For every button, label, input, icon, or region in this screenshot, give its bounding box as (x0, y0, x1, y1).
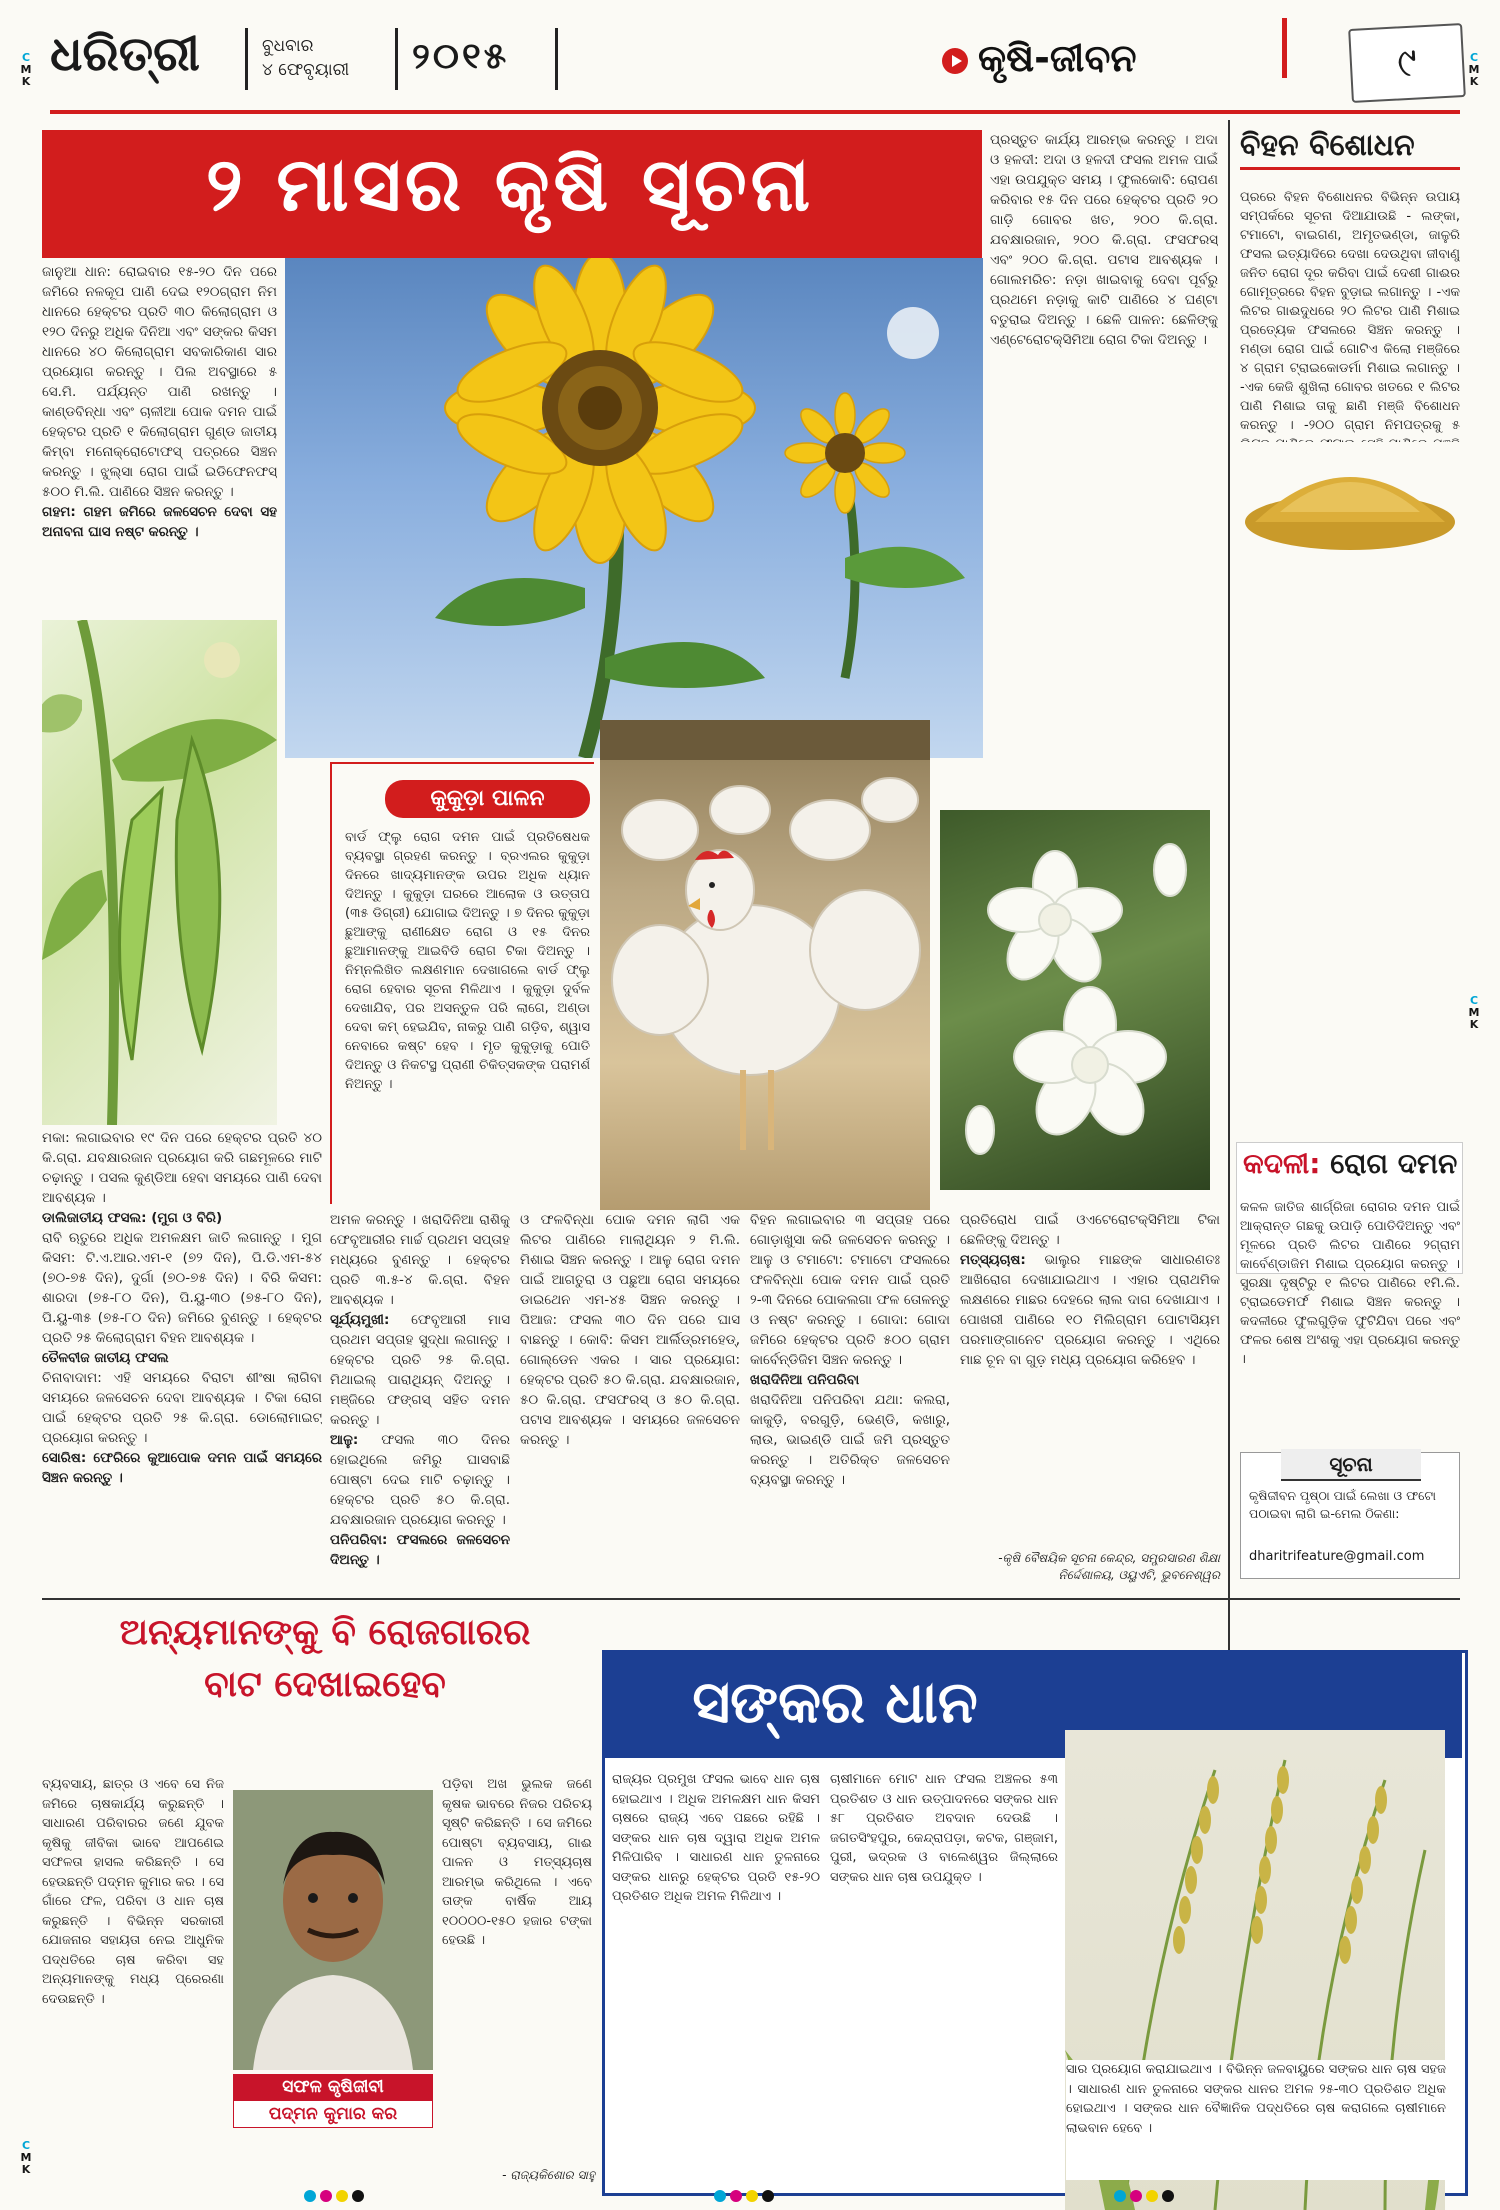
farmer-icon (233, 1790, 433, 2070)
vegetable-text: ପନିପରିବା: ଫସଲରେ ଜଳସେଚନ ଦିଅନ୍ତୁ । (330, 1532, 510, 1568)
seed-treatment-text (1240, 188, 1460, 1188)
print-registration-marks (300, 2188, 1200, 2202)
employment-text-2: ପଡ଼ିବା ଅଖ ଭୁଲକ ଜଣେ କୃଷକ ଭାବରେ ନିଜର ପରିଚୟ ସୃଷ୍ଟି କରିଛନ୍ତି । ସେ ଜମିରେ ପୋଷ୍ଟା ବ୍ୟବସାୟ, ଗାଈ ପାଳନ ଓ ମତ୍ସ୍ୟଚାଷ ଆରମ୍ଭ କରିଥିଲେ । ଏବେ ତାଙ୍କ ବାର୍ଷିକ ଆୟ ୧୦୦୦୦-୧୫୦ ହଜାର ଟଙ୍କା ହେଉଛି । (442, 1777, 592, 1948)
notice-text: କୃଷିଜୀବନ ପୃଷ୍ଠା ପାଇଁ ଲେଖା ଓ ଫଟୋ ପଠାଇବା ଲାଗି ଇ-ମେଲ ଠିକଣା: (1249, 1488, 1436, 1521)
pulse-heading: ଡାଲିଜାତୀୟ ଫସଲ: (ମୁଗ ଓ ବିରି) (42, 1210, 223, 1226)
notice-box (1240, 1452, 1460, 1579)
employment-credit: - ରାଜ୍ୟକିଶୋର ସାହୁ (502, 2168, 595, 2182)
banana-title-red: କଦଳୀ: (1243, 1147, 1321, 1180)
notice-title: ସୂଚନା (1281, 1449, 1421, 1481)
farmer-caption-label: ସଫଳ କୃଷିଜୀବୀ (282, 2077, 384, 2097)
registration-dots-icon (300, 2189, 1200, 2203)
farmer-photo (233, 1790, 433, 2070)
divider (245, 28, 248, 90)
potato-heading: ଆଳୁ: (330, 1432, 359, 1448)
jasmine-photo (940, 810, 1210, 1190)
seed-treatment-title: ବିହନ ବିଶୋଧନ (1240, 128, 1460, 170)
banana-title-black: ରୋଗ ଦମନ (1330, 1147, 1458, 1180)
page-number: ୯ (1348, 23, 1466, 103)
divider (555, 28, 558, 90)
employment-title-2: ବାଟ ଦେଖାଇହେବ (204, 1664, 446, 1705)
col-c: ଓ ଫଳବିନ୍ଧା ପୋକ ଦମନ ଲାଗି ଏକ ଲିଟର ପାଣିରେ ମାଲାଥିୟନ ୨ ମି.ଲି. ମିଶାଇ ସିଞ୍ଚନ କରନ୍ତୁ । ଆଳୁ ରୋଗ ଦମନ ପାଇଁ ଆଗତୁରା ଓ ପଛୁଆ ରୋଗ ସମୟରେ ଡାଇଥେନ ଏମ-୪୫ ସିଞ୍ଚନ କରନ୍ତୁ । ପିଆଜ: ଫସଲ ୩୦ ଦିନ ପରେ ଘାସ ବାଛନ୍ତୁ । କୋବି: କିସମ ଆର୍ଲିଡ୍ରମହେଡ୍, ଗୋଲ୍ଡେନ ଏକର । ସାର ପ୍ରୟୋଗ: ହେକ୍ଟର ପ୍ରତି ୫୦ କି.ଗ୍ରା. ଯବକ୍ଷାରଜାନ, ୫୦ କି.ଗ୍ରା. ଫସଫରସ୍ ଓ ୫୦ କି.ଗ୍ରା. ପଟାସ ଆବଶ୍ୟକ । ସମୟରେ ଜଳସେଚନ କରନ୍ତୁ । (520, 1212, 740, 1448)
fish-heading: ମତ୍ସ୍ୟଚାଷ: (960, 1252, 1026, 1268)
col-d-text: ପ୍ରସ୍ତୁତ କାର୍ଯ୍ୟ ଆରମ୍ଭ କରନ୍ତୁ । ଅଦା ଓ ହଳଦୀ: ଅଦା ଓ ହଳଦୀ ଫସଲ ଅମଳ ପାଇଁ ଏହା ଉପଯୁକ୍ତ ସମୟ । ଫୁଲକୋବି: ରୋପଣ କରିବାର ୧୫ ଦିନ ପରେ ହେକ୍ଟର ପ୍ରତି ୨୦ ଗାଡ଼ି ଗୋବର ଖତ, ୨୦୦ କି.ଗ୍ରା. ଯବକ୍ଷାରଜାନ, ୨୦୦ କି.ଗ୍ରା. ଫସଫରସ୍ ଏବଂ ୨୦୦ କି.ଗ୍ରା. ପଟାସ ଆବଶ୍ୟକ । ଗୋଲମରିଚ: ନଡ଼ା ଖାଇବାକୁ ଦେବା ପୂର୍ବରୁ ପ୍ରଥମେ ନଡ଼ାକୁ କାଟି ପାଣିରେ ୪ ଘଣ୍ଟା ବତୁରାଇ ଦିଅନ୍ତୁ । ଛେଳି ପାଳନ: ଛେଳିଙ୍କୁ ଏଣ୍ଟେରୋଟକ୍ସିମିଆ ରୋଗ ଟିକା ଦିଅନ୍ତୁ । (990, 132, 1218, 348)
oilseed-heading: ତୈଳବୀଜ ଜାତୀୟ ଫସଲ (42, 1350, 169, 1366)
play-bullet-icon (942, 48, 968, 74)
fish-text: ଭାଲୁର ମାଛଙ୍କ ସାଧାରଣତଃ ଆଖିରୋଗ ଦେଖାଯାଇଥାଏ । ଏହାର ପ୍ରାଥମିକ ଲକ୍ଷଣରେ ମାଛର ଦେହରେ ଲାଲ ଦାଗ ଦେଖାଯାଏ । ପୋଖରୀ ପାଣିରେ ୧୦ ମିଲିଗ୍ରାମ ପୋଟାସିୟମ ପରମାଙ୍ଗାନେଟ ପ୍ରୟୋଗ କରନ୍ତୁ । ଏଥିରେ ମାଛ ଚୂନ ବା ଗୁଡ଼ ମଧ୍ୟ ପ୍ରୟୋଗ କରିହେବ । (960, 1252, 1220, 1368)
newspaper-logo: ଧରିତ୍ରୀ (50, 26, 200, 82)
poultry-text: ବାର୍ଡ ଫ୍ଲୁ ରୋଗ ଦମନ ପାଇଁ ପ୍ରତିଷେଧକ ବ୍ୟବସ୍ଥା ଗ୍ରହଣ କରନ୍ତୁ । ବ୍ରଏଲର କୁକୁଡ଼ା ଦିନରେ ଖାଦ୍ୟମାନଙ୍କ ଉପର ଅଧିକ ଧ୍ୟାନ ଦିଅନ୍ତୁ । କୁକୁଡ଼ା ଘରରେ ଆଲୋକ ଓ ଉତ୍ତାପ (୩୫ ଡିଗ୍ରୀ) ଯୋଗାଇ ଦିଅନ୍ତୁ । ୭ ଦିନର କୁକୁଡ଼ା ଛୁଆଙ୍କୁ ରାଣୀକ୍ଷେତ ରୋଗ ଓ ୧୫ ଦିନର ଛୁଆମାନଙ୍କୁ ଆଇବିଡି ରୋଗ ଟିକା ଦିଅନ୍ତୁ । ନିମ୍ନଲିଖିତ ଲକ୍ଷଣମାନ ଦେଖାଗଲେ ବାର୍ଡ ଫ୍ଲୁ ରୋଗ ହେବାର ସୂଚନା ମିଳିଥାଏ । କୁକୁଡ଼ା ଦୁର୍ବଳ ଦେଖାଯିବ, ପର ଅସନ୍ତୁଳ ପରି ଲାଗେ, ଅଣ୍ଡା ଦେବା କମ୍ ହେଇଯିବ, ନାକରୁ ପାଣି ଗଡ଼ିବ, ଶ୍ୱାସ ନେବାରେ କଷ୍ଟ ହେବ । ମୃତ କୁକୁଡ଼ାକୁ ପୋତି ଦିଅନ୍ତୁ ଓ ନିକଟସ୍ଥ ପ୍ରାଣୀ ଚିକିତ୍ସକଙ୍କ ପରାମର୍ଶ ନିଅନ୍ତୁ । (345, 830, 590, 1092)
col-e-text: ବିହନ ଲଗାଇବାର ୩ ସପ୍ତାହ ପରେ ଗୋଡ଼ାଖୁସା କରି ଜଳସେଚନ କରନ୍ତୁ । ଆଳୁ ଓ ଟମାଟୋ: ଟମାଟୋ ଫସଲରେ ଫଳବିନ୍ଧା ପୋକ ଦମନ ପାଇଁ ପ୍ରତି ୨-୩ ଦିନରେ ପୋକଲଗା ଫଳ ତୋଳନ୍ତୁ ଓ ନଷ୍ଟ କରନ୍ତୁ । ଗୋଦା: ଗୋଦା ଜମିରେ ହେକ୍ଟର ପ୍ରତି ୫୦୦ ଗ୍ରାମ କାର୍ବେନ୍ଡିଜିମ ସିଞ୍ଚନ କରନ୍ତୁ । (750, 1212, 950, 1368)
cmk-mark-bottom-left: C M K (20, 2139, 32, 2176)
col-b-text: ଅମଳ କରନ୍ତୁ । ଖରାଦିନିଆ ରାଶିକୁ ଫେବୃଆରୀର ମାର୍ଚ୍ଚ ପ୍ରଥମ ସପ୍ତାହ ମଧ୍ୟରେ ବୁଣନ୍ତୁ । ହେକ୍ଟର ପ୍ରତି ୩.୫-୪ କି.ଗ୍ରା. ବିହନ ଆବଶ୍ୟକ । (330, 1212, 510, 1308)
employment-title-1: ଅନ୍ୟମାନଙ୍କୁ ବି ରୋଜଗାରର (119, 1612, 531, 1653)
col1-text (42, 262, 277, 612)
notice-email[interactable]: dharitrifeature@gmail.com (1249, 1549, 1425, 1564)
maize-text: ମକା: ଲଗାଇବାର ୧୯ ଦିନ ପରେ ହେକ୍ଟର ପ୍ରତି ୪୦ କି.ଗ୍ରା. ଯବକ୍ଷାରଜାନ ପ୍ରୟୋଗ କରି ଗଛମୂଳରେ ମାଟି ଚଢ଼ାନ୍ତୁ । ପସଲ କୁଣ୍ଡିଆ ହେବା ସମୟରେ ପାଣି ଦେବା ଆବଶ୍ୟକ । (42, 1130, 322, 1206)
okra-icon (42, 620, 277, 1125)
poultry-title: କୁକୁଡ଼ା ପାଳନ (385, 780, 590, 818)
jasmine-icon (940, 810, 1210, 1190)
sunflower-icon (285, 258, 983, 758)
col1-wheat: ଗହମ: ଗହମ ଜମିରେ ଜଳସେଚନ ଦେବା ସହ ଅନାବନା ଘାସ ନଷ୍ଟ କରନ୍ତୁ । (42, 504, 277, 540)
banana-title (1243, 1147, 1457, 1181)
issue-year: ୨୦୧୫ (412, 36, 510, 77)
col-left-bottom (42, 1128, 322, 1583)
hybrid-rice-text-2: ଚାଷୀମାନେ ମୋଟ ଧାନ ଫସଲ ଅଞ୍ଚଳର ୫୩ ପ୍ରତିଶତ ଓ ଧାନ ଉତ୍ପାଦନରେ ସଙ୍କର ଧାନ ୫୮ ପ୍ରତିଶତ ଅବଦାନ ଦେଉଛି । ଜଗତସିଂହପୁର, କେନ୍ଦ୍ରାପଡ଼ା, କଟକ, ଗଞ୍ଜାମ, ପୁରୀ, ଭଦ୍ରକ ଓ ବାଲେଶ୍ୱର ଜିଲ୍ଲାରେ ସଙ୍କର ଧାନ ଚାଷ ଉପଯୁକ୍ତ । (830, 1772, 1058, 1885)
divider (395, 28, 398, 90)
banana-text: କଳଳ ଜାତିଜ ଶାର୍ଗ୍ରିଜା ରୋଗର ଦମନ ପାଇଁ ଆକ୍ରାନ୍ତ ଗଛକୁ ଉପାଡ଼ି ପୋତିଦିଅନ୍ତୁ ଏବଂ ମୂଳରେ ପ୍ରତି ଲିଟର ପାଣିରେ ୨ଗ୍ରାମ କାର୍ବେଣ୍ଡାଜିମ ମିଶାଇ ପ୍ରୟୋଗ କରନ୍ତୁ । ସୁରକ୍ଷା ଦୃଷ୍ଟିରୁ ୧ ଲିଟର ପାଣିରେ ୧ମି.ଲି. ଟ୍ରାଇଡେମର୍ଫ ମିଶାଇ ସିଞ୍ଚନ କରନ୍ତୁ । କଦଳୀରେ ଫୁଲଗୁଡ଼ିକ ଫୁଟିଯିବା ପରେ ଏବଂ ଫଳର ଶେଷ ଅଂଶକୁ ଏହା ପ୍ରୟୋଗ କରନ୍ତୁ । (1240, 1200, 1460, 1367)
employment-text-1: ବ୍ୟବସାୟ, ଛାତ୍ର ଓ ଏବେ ସେ ନିଜ ଜମିରେ ଚାଷକାର୍ଯ୍ୟ କରୁଛନ୍ତି । ସାଧାରଣ ପରିବାରର ଜଣେ ଯୁବକ କୃଷିକୁ ଜୀବିକା ଭାବେ ଆପଣେଇ ସଫଳତା ହାସଲ କରିଛନ୍ତି । ସେ ହେଉଛନ୍ତି ପଦ୍ମନ କୁମାର କର । ସେ ଗାଁରେ ଫଳ, ପରିବା ଓ ଧାନ ଚାଷ କରୁଛନ୍ତି । ବିଭିନ୍ନ ସରକାରୀ ଯୋଜନାର ସହାୟତା ନେଇ ଆଧୁନିକ ପଦ୍ଧତିରେ ଚାଷ କରିବା ସହ ଅନ୍ୟମାନଙ୍କୁ ମଧ୍ୟ ପ୍ରେରଣା ଦେଉଛନ୍ତି । (42, 1777, 224, 2007)
farmer-caption (233, 2074, 433, 2128)
cmk-mark-mid-right: C M K (1468, 994, 1480, 1031)
hybrid-rice-text-3: ସାର ପ୍ରୟୋଗ କରାଯାଇଥାଏ । ବିଭିନ୍ନ ଜଳବାୟୁରେ ସଙ୍କର ଧାନ ଚାଷ ସହଜ । ସାଧାରଣ ଧାନ ତୁଳନାରେ ସଙ୍କର ଧାନର ଅମଳ ୨୫-୩୦ ପ୍ରତିଶତ ଅଧିକ ହୋଇଥାଏ । ସଙ୍କର ଧାନ ବୈଜ୍ଞାନିକ ପଦ୍ଧତିରେ ଚାଷ କରାଗଲେ ଚାଷୀମାନେ ଲାଭବାନ ହେବେ । (1066, 2060, 1446, 2180)
sunflower-text: ଫେବୃଆରୀ ମାସ ପ୍ରଥମ ସପ୍ତାହ ସୁଦ୍ଧା ଲଗାନ୍ତୁ । ହେକ୍ଟର ପ୍ରତି ୨୫ କି.ଗ୍ରା. ମିଥାଇଲ୍ ପାରାଥିୟନ୍ ଦିଅନ୍ତୁ । ମଞ୍ଜିରେ ଫଙ୍ଗସ୍ ସହିତ ଦମନ କରନ୍ତୁ । (330, 1312, 510, 1428)
seed-treatment-paragraph: ପ୍ରରେ ବିହନ ବିଶୋଧନର ବିଭିନ୍ନ ଉପାୟ ସମ୍ପର୍କରେ ସୂଚନା ଦିଆଯାଉଛି - ଲଙ୍କା, ଟମାଟୋ, ବାଇଗଣ, ଅମୃତଭଣ୍ଡା, ଜାଳୁରି ଫସଲ ଇତ୍ୟାଦିରେ ଦେଖା ଦେଉଥିବା ଜୀବାଣୁ ଜନିତ ରୋଗ ଦୂର କରିବା ପାଇଁ ଦେଶୀ ଗାଈର ଗୋମୂତ୍ରରେ ବିହନ ବୁଡ଼ାଇ ଲଗାନ୍ତୁ । -ଏକ ଲିଟର ଗାଈଦୁଧରେ ୨୦ ଲିଟର ପାଣି ମିଶାଇ ପ୍ରତ୍ୟେକ ଫସଲରେ ସିଞ୍ଚନ କରନ୍ତୁ । ମଣ୍ଡା ରୋଗ ପାଇଁ ଗୋଟିଏ କିଲୋ ମଞ୍ଜିରେ ୪ ଗ୍ରାମ ଟ୍ରାଇକୋଡର୍ମା ମିଶାଇ ଲଗାନ୍ତୁ । -ଏକ କେଜି ଶୁଖିଲା ଗୋବର ଖତରେ ୧ ଲିଟର ପାଣି ମିଶାଇ ତାକୁ ଛାଣି ମଞ୍ଜି ବିଶୋଧନ କରନ୍ତୁ । -୨୦୦ ଗ୍ରାମ ନିମପତ୍ରକୁ ୫ (1240, 190, 1460, 433)
section-title: କୃଷି-ଜୀବନ (978, 36, 1137, 80)
sunflower-photo (285, 258, 983, 758)
seed-pile-icon (1240, 442, 1460, 552)
cmk-mark-top-left: C M K (20, 51, 32, 88)
hybrid-rice-text-1: ରାଜ୍ୟର ପ୍ରମୁଖ ଫସଲ ଭାବେ ଧାନ ଚାଷ ହୋଇଥାଏ । ଅଧିକ ଅମଳକ୍ଷମ ଧାନ କିସମ ଚାଷରେ ରାଜ୍ୟ ଏବେ ପଛରେ ରହିଛି । ସଙ୍କର ଧାନ ଚାଷ ଦ୍ୱାରା ଅଧିକ ଅମଳ ମିଳିପାରିବ । ସାଧାରଣ ଧାନ ତୁଳନାରେ ସଙ୍କର ଧାନରୁ ହେକ୍ଟର ପ୍ରତି ୧୫-୨୦ ପ୍ରତିଶତ ଅଧିକ ଅମଳ ମିଳିଥାଏ । (612, 1772, 820, 1904)
summer-veg-heading: ଖରାଦିନିଆ ପନିପରିବା (750, 1372, 860, 1388)
issue-day-text: ବୁଧବାର (262, 36, 314, 56)
issue-date-text: ୪ ଫେବୃୟାରୀ (262, 60, 350, 80)
col-e (750, 1210, 950, 1585)
summer-veg-text: ଖରାଦିନିଆ ପନିପରିବା ଯଥା: କଲରା, କାକୁଡ଼ି, ବରଗୁଡ଼ି, ଭେଣ୍ଡି, କଖାରୁ, ଲାଉ, ଭାଇଣ୍ଡି ପାଇଁ ଜମି ପ୍ରସ୍ତୁତ କରନ୍ତୁ । ଅତିରିକ୍ତ ଜଳସେଚନ ବ୍ୟବସ୍ଥା କରନ୍ତୁ । (750, 1392, 950, 1488)
farmer-caption-name: ପଦ୍ମନ କୁମାର କର (233, 2100, 433, 2128)
col1-paragraph: ଜାନୁଆ ଧାନ: ରୋଇବାର ୧୫-୨୦ ଦିନ ପରେ ଜମିରେ ନଳକୂପ ପାଣି ଦେଇ ୧୨୦ଗ୍ରାମ ନିମ ଧାନରେ ହେକ୍ଟର ପ୍ରତି ୩୦ କିଲୋଗ୍ରାମ ଓ ୧୨୦ ଦିନରୁ ଅଧିକ ଦିନିଆ ଏବଂ ସଙ୍କର କିସମ ଧାନରେ ୪୦ କିଲୋଗ୍ରାମ ସବକାରିକାଣ ସାର ପ୍ରୟୋଗ କରନ୍ତୁ । ପିଲ ଅବସ୍ଥାରେ ୫ ସେ.ମି. ପର୍ଯ୍ୟନ୍ତ ପାଣି ରଖନ୍ତୁ । କାଣ୍ଡବିନ୍ଧା ଏବଂ ଚାଳୀଆ ପୋକ ଦମନ ପାଇଁ ହେକ୍ଟର ପ୍ରତି ୧ କିଲୋଗ୍ରାମ ଗୁଣ୍ଡ ଜାତୀୟ କିମ୍ବା ମନୋକ୍ରୋଟୋଫସ୍ ପତ୍ରରେ ସିଞ୍ଚନ କରନ୍ତୁ । ଝୁଲ୍ସା ରୋଗ ପାଇଁ ଇଡିଫେନଫସ୍ ୫୦୦ ମି.ଲି. ପାଣିରେ ସିଞ୍ଚନ କରନ୍ତୁ । (42, 264, 277, 500)
col-f (960, 1210, 1220, 1545)
okra-photo (42, 620, 277, 1125)
oilseed-text: ଚିନାବାଦାମ: ଏହି ସମୟରେ ବିରାଟା ଶୀଂଷା ଲାଗିବା ସମୟରେ ଜଳସେଚନ ଦେବା ଆବଶ୍ୟକ । ଟିକା ରୋଗ ପାଇଁ ହେକ୍ଟର ପ୍ରତି ୨୫ କି.ଗ୍ରା. ଡୋଲୋମାଇଟ୍ ପ୍ରୟୋଗ କରନ୍ତୁ । (42, 1370, 322, 1446)
col-b (330, 1210, 510, 1585)
potato-text: ଫସଲ ୩୦ ଦିନର ହୋଇଥିଲେ ଜମିରୁ ଘାସବାଛି ପୋଷ୍ଟା ଦେଇ ମାଟି ଚଢ଼ାନ୍ତୁ । ହେକ୍ଟର ପ୍ରତି ୫୦ କି.ଗ୍ରା. ଯବକ୍ଷାରଜାନ ପ୍ରୟୋଗ କରନ୍ତୁ । (330, 1432, 510, 1528)
issue-day (262, 34, 349, 82)
masthead (50, 18, 1460, 114)
section-accent-bar (1282, 18, 1287, 78)
hybrid-rice-title: ସଙ୍କର ଧାନ (692, 1668, 978, 1736)
seed-pile-photo (1240, 442, 1460, 552)
sunflower-heading: ସୂର୍ଯ୍ୟମୁଖୀ: (330, 1312, 390, 1328)
col-f-text: ପ୍ରତିରୋଧ ପାଇଁ ଓଏଟେରୋଟକ୍ସିମିଆ ଟିକା ଛେଳିଙ୍କୁ ଦିଅନ୍ତୁ । (960, 1212, 1220, 1248)
pulse-text: ରାବି ଋତୁରେ ଅଧିକ ଅମଳକ୍ଷମ ଜାତି ଲଗାନ୍ତୁ । ମୁଗ କିସମ: ଟି.ଏ.ଆର.ଏମ-୧ (୭୨ ଦିନ), ପି.ଡି.ଏମ-୫୪ (୭୦-୭୫ ଦିନ), ଦୁର୍ଗା (୭୦-୭୫ ଦିନ) । ବିରି କିସମ: ଶାରଦା (୭୫-୮୦ ଦିନ), ପି.ୟୁ-୩୦ (୭୫-୮୦ ଦିନ), ପି.ୟୁ-୩୫ (୭୫-୮୦ ଦିନ) ଜମିରେ ବୁଣନ୍ତୁ । ହେକ୍ଟର ପ୍ରତି ୨୫ କିଲୋଗ୍ରାମ ବିହନ ଆବଶ୍ୟକ । (42, 1230, 322, 1346)
chicken-photo (600, 720, 930, 1210)
chicken-icon (600, 720, 930, 1210)
cmk-mark-top-right: C M K (1468, 51, 1480, 88)
section-divider (42, 1598, 1460, 1600)
mustard-text: ସୋରିଷ: ଫେରିରେ କୁଆପୋକ ଦମନ ପାଇଁ ସମୟରେ ସିଞ୍ଚନ କରନ୍ତୁ । (42, 1450, 322, 1486)
main-title: ୨ ମାସର କୃଷି ସୂଚନା (205, 142, 815, 228)
info-credit: -କୃଷି ବୈଷୟିକ ସୂଚନା କେନ୍ଦ୍ର, ସମ୍ପ୍ରସାରଣ ଶିକ୍ଷା ନିର୍ଦ୍ଦେଶାଳୟ, ଓୟୁଏଟି, ଭୁବନେଶ୍ୱର (998, 1551, 1220, 1582)
